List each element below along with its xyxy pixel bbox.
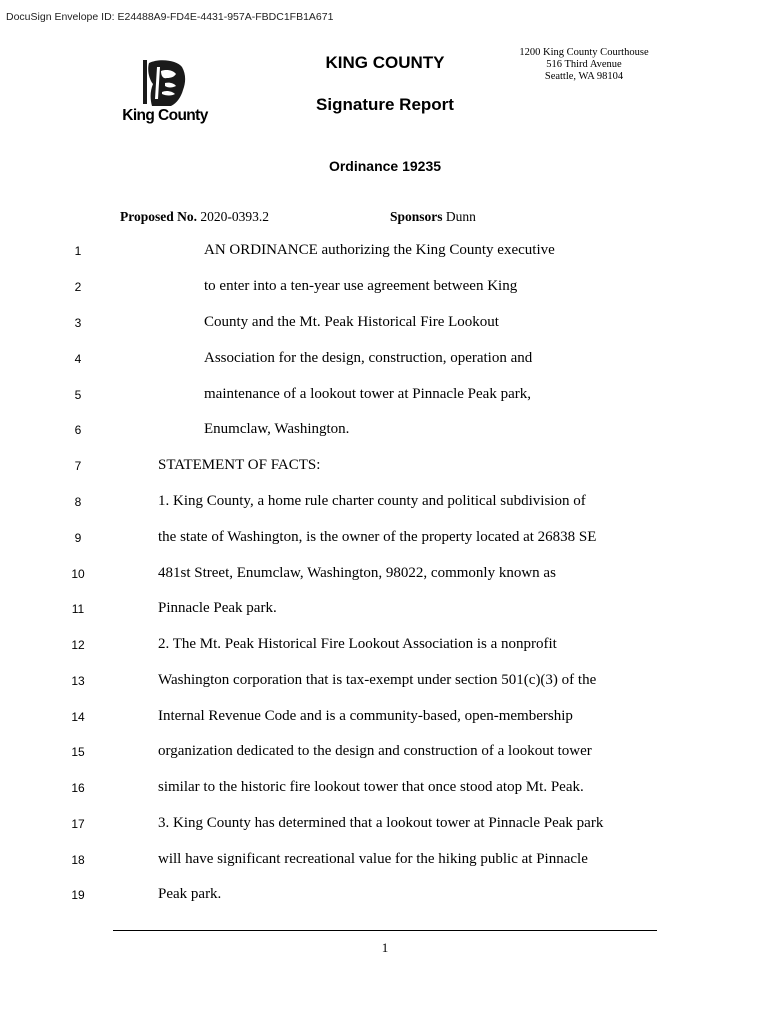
line-text: to enter into a ten-year use agreement between King [204, 278, 518, 294]
line-number: 3 [74, 316, 82, 330]
ordinance-line [0, 708, 770, 728]
ordinance-line [0, 314, 770, 334]
line-text: 2. The Mt. Peak Historical Fire Lookout Association is a nonprofit [158, 636, 557, 652]
line-number: 11 [71, 602, 85, 616]
line-number: 13 [71, 674, 85, 688]
line-number: 17 [71, 817, 85, 831]
ordinance-line [0, 815, 770, 835]
ordinance-line [0, 886, 770, 906]
line-number: 5 [74, 388, 82, 402]
line-number: 14 [71, 710, 85, 724]
line-number: 16 [71, 781, 85, 795]
address-line: Seattle, WA 98104 [544, 71, 624, 82]
line-number: 7 [74, 459, 82, 473]
line-text: 3. King County has determined that a lookout tower at Pinnacle Peak park [158, 815, 604, 831]
ordinance-line [0, 851, 770, 871]
line-text: Association for the design, construction, operation and [204, 350, 533, 366]
king-county-logo [119, 59, 211, 129]
mlk-portrait-icon [119, 59, 211, 107]
ordinance-line [0, 779, 770, 799]
logo-wordmark: King County [122, 107, 208, 124]
line-text: Washington corporation that is tax-exempt under section 501(c)(3) of the [158, 672, 597, 688]
address-line: 516 Third Avenue [546, 59, 622, 70]
sponsors-label: Sponsors [390, 209, 443, 224]
line-number: 6 [74, 423, 82, 437]
line-text: 1. King County, a home rule charter county and political subdivision of [158, 493, 586, 509]
line-number: 9 [74, 531, 82, 545]
ordinance-line [0, 242, 770, 262]
line-number: 4 [74, 352, 82, 366]
line-number: 12 [71, 638, 85, 652]
address-line: 1200 King County Courthouse [519, 47, 649, 58]
line-text: 481st Street, Enumclaw, Washington, 98022, commonly known as [158, 565, 556, 581]
line-text: maintenance of a lookout tower at Pinnacle Peak park, [204, 386, 531, 402]
ordinance-title: Ordinance 19235 [328, 158, 442, 174]
line-text: organization dedicated to the design and construction of a lookout tower [158, 743, 592, 759]
ordinance-line [0, 278, 770, 298]
line-text: the state of Washington, is the owner of the property located at 26838 SE [158, 529, 597, 545]
docusign-envelope-id: DocuSign Envelope ID: E24488A9-FD4E-4431-957A-FBDC1FB1A671 [6, 11, 334, 23]
proposed-value: 2020-0393.2 [200, 209, 270, 224]
line-text: will have significant recreational value for the hiking public at Pinnacle [158, 851, 588, 867]
line-text: similar to the historic fire lookout tower that once stood atop Mt. Peak. [158, 779, 584, 795]
line-number: 8 [74, 495, 82, 509]
page-number: 1 [381, 940, 389, 955]
footer-rule [113, 930, 657, 931]
sponsors-value: Dunn [445, 209, 476, 224]
ordinance-line [0, 529, 770, 549]
sponsors [390, 209, 476, 225]
ordinance-line [0, 493, 770, 513]
ordinance-line [0, 672, 770, 692]
line-text: County and the Mt. Peak Historical Fire Lookout [204, 314, 499, 330]
line-number: 18 [71, 853, 85, 867]
courthouse-address [505, 47, 663, 83]
ordinance-line [0, 386, 770, 406]
line-text: STATEMENT OF FACTS: [158, 457, 321, 473]
ordinance-line [0, 600, 770, 620]
line-text: Pinnacle Peak park. [158, 600, 277, 616]
ordinance-line [0, 565, 770, 585]
line-number: 19 [71, 888, 85, 902]
ordinance-line [0, 743, 770, 763]
line-text: Enumclaw, Washington. [204, 421, 350, 437]
proposed-label: Proposed No. [120, 209, 198, 224]
ordinance-line [0, 636, 770, 656]
line-number: 1 [74, 244, 82, 258]
ordinance-line [0, 421, 770, 441]
line-number: 10 [71, 567, 85, 581]
proposed-number [120, 209, 269, 225]
report-title: Signature Report [316, 95, 454, 114]
line-text: AN ORDINANCE authorizing the King County executive [204, 242, 555, 258]
county-title: KING COUNTY [325, 53, 445, 72]
ordinance-line [0, 457, 770, 477]
line-number: 2 [74, 280, 82, 294]
line-number: 15 [71, 745, 85, 759]
line-text: Peak park. [158, 886, 222, 902]
line-text: Internal Revenue Code and is a community-based, open-membership [158, 708, 573, 724]
ordinance-line [0, 350, 770, 370]
